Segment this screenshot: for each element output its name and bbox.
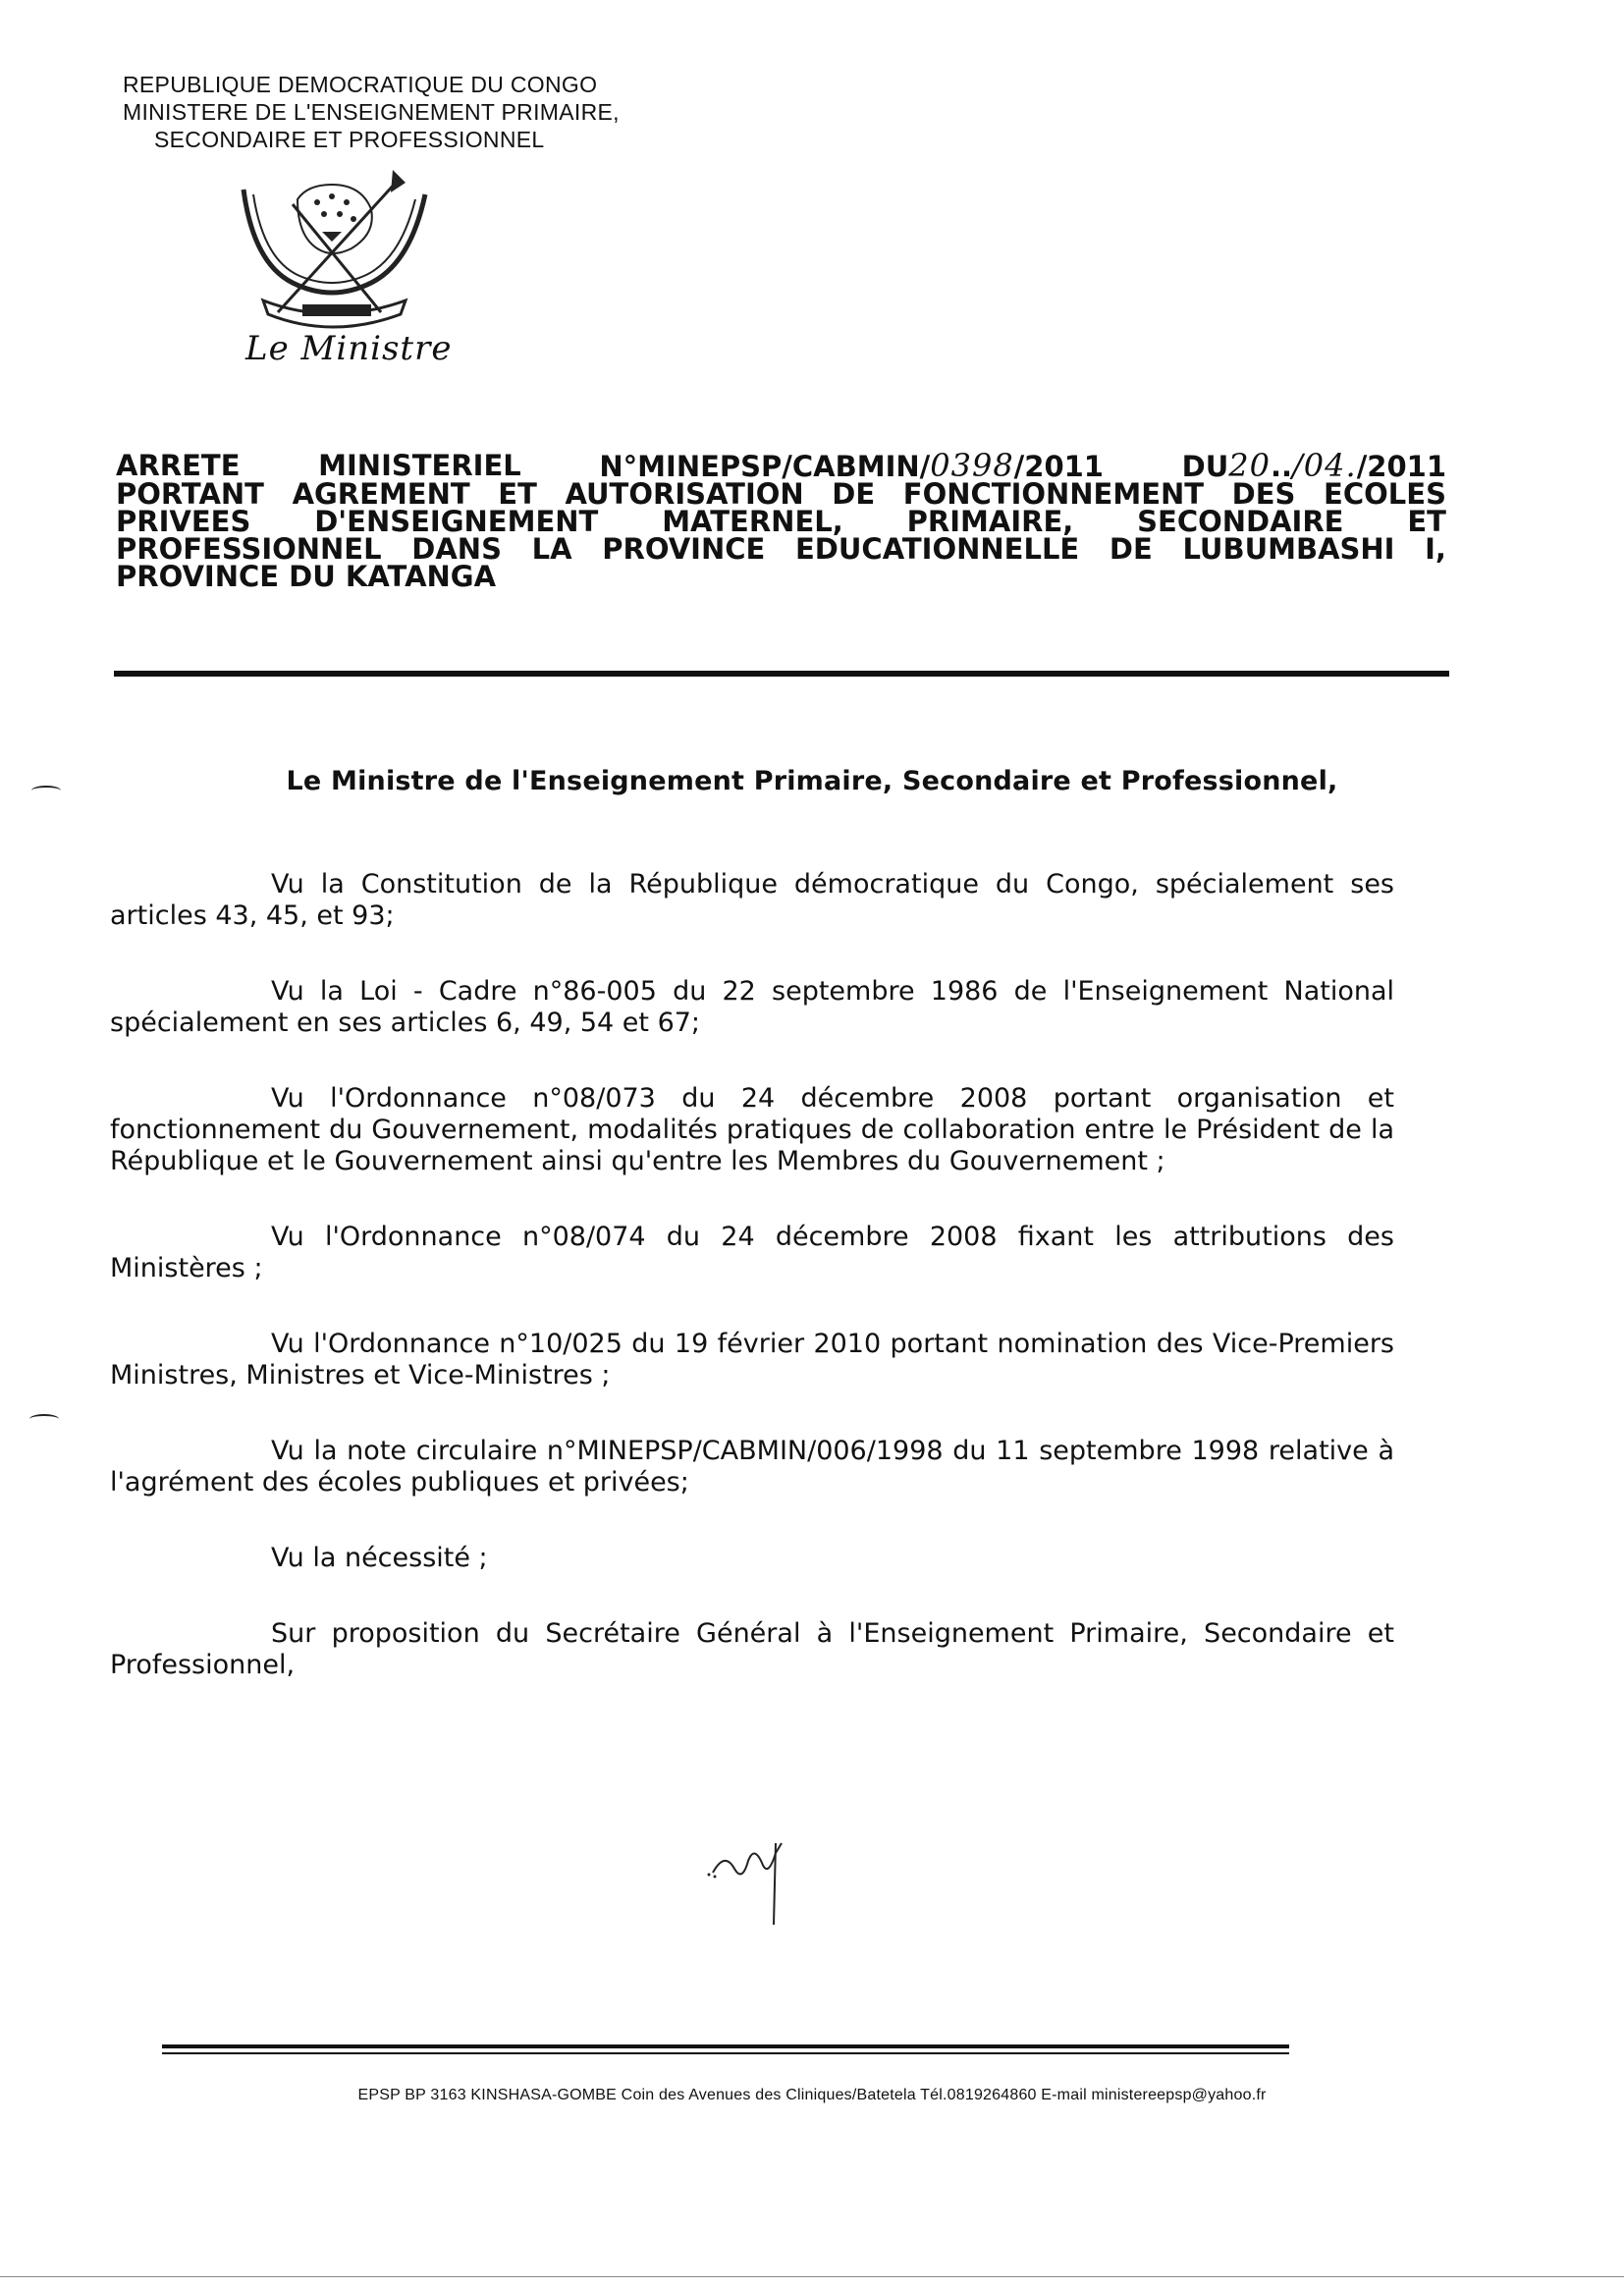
footer-rule xyxy=(162,2044,1289,2048)
preamble-body xyxy=(110,869,1394,1725)
letterhead-ministry: MINISTERE DE L'ENSEIGNEMENT PRIMAIRE, xyxy=(123,99,620,125)
decree-word: PROFESSIONNEL xyxy=(116,532,382,566)
decree-word: PROVINCE xyxy=(602,532,766,566)
coat-of-arms-emblem xyxy=(224,165,460,337)
letterhead-ministry-cont: SECONDAIRE ET PROFESSIONNEL xyxy=(154,127,545,152)
decree-word: MATERNEL, xyxy=(662,505,843,538)
decree-word: FONCTIONNEMENT xyxy=(902,477,1205,511)
decree-title-line-4 xyxy=(116,532,1446,566)
decree-word: SECONDAIRE xyxy=(1137,505,1344,538)
decree-word: PROVINCE DU KATANGA xyxy=(116,560,497,593)
preamble-paragraph: Vu la nécessité ; xyxy=(271,1543,488,1573)
decree-date-month: /04. xyxy=(1292,447,1357,484)
preamble-paragraph: Vu la Constitution de la République démocratique du Congo, spécialement ses articles 43, 45, et 93; xyxy=(110,869,1394,931)
decree-word: ECOLES xyxy=(1324,477,1446,511)
decree-date-prefix: DU xyxy=(1181,450,1229,483)
decree-word: MINISTERIEL xyxy=(318,449,521,482)
decree-word: EDUCATIONNELLE xyxy=(794,532,1080,566)
decree-word: ARRETE xyxy=(116,449,241,482)
handwritten-initials xyxy=(705,1831,793,1939)
preamble-paragraph: Vu l'Ordonnance n°08/074 du 24 décembre 2008 fixant les attributions des Ministères ; xyxy=(110,1222,1394,1283)
decree-title-line-2 xyxy=(116,477,1446,511)
decree-word: DE xyxy=(1109,532,1153,566)
letterhead xyxy=(123,71,751,153)
decree-reference-prefix: N°MINEPSP/CABMIN/ xyxy=(599,450,931,483)
decree-title xyxy=(116,447,1446,593)
decree-word: D'ENSEIGNEMENT xyxy=(314,505,599,538)
decree-reference-number: 0398 xyxy=(930,447,1014,484)
title-rule xyxy=(114,671,1449,677)
decree-date xyxy=(1181,447,1446,484)
decree-word: DE xyxy=(832,477,876,511)
decree-word: PRIMAIRE, xyxy=(906,505,1074,538)
decree-word: AUTORISATION xyxy=(565,477,804,511)
margin-mark xyxy=(31,786,61,795)
decree-word: I, xyxy=(1425,532,1446,566)
decree-word: DANS xyxy=(411,532,502,566)
decree-word: LUBUMBASHI xyxy=(1182,532,1395,566)
preamble-paragraph: Vu la Loi - Cadre n°86-005 du 22 septembre 1986 de l'Enseignement National spécialement en ses articles 6, 49, 54 et 67; xyxy=(110,976,1394,1038)
decree-title-line-3 xyxy=(116,505,1446,538)
footer-contact: EPSP BP 3163 KINSHASA-GOMBE Coin des Avenues des Cliniques/Batetela Tél.0819264860 E-mail ministereepsp@yahoo.fr xyxy=(357,2087,1267,2103)
scan-edge xyxy=(0,2276,1624,2277)
decree-word: PORTANT xyxy=(116,477,264,511)
margin-mark xyxy=(29,1414,59,1424)
preamble-paragraph: Vu l'Ordonnance n°08/073 du 24 décembre 2008 portant organisation et fonctionnement du Gouvernement, modalités pratiques de collaboration entre le Président de la République et le Gouvernement ainsi qu'entre les Membres du Gouvernement ; xyxy=(110,1083,1394,1176)
preamble-heading: Le Ministre de l'Enseignement Primaire, Secondaire et Professionnel, xyxy=(286,766,1338,796)
minister-title: Le Ministre xyxy=(245,329,453,368)
preamble-paragraph: Sur proposition du Secrétaire Général à l'Enseignement Primaire, Secondaire et Professionnel, xyxy=(110,1618,1394,1680)
decree-word: DES xyxy=(1231,477,1296,511)
decree-date-year: /2011 xyxy=(1356,450,1446,483)
decree-word: AGREMENT xyxy=(292,477,470,511)
decree-title-line-1 xyxy=(116,447,1446,484)
decree-date-separator: .. xyxy=(1270,450,1293,483)
decree-reference xyxy=(599,447,1104,484)
decree-title-line-5 xyxy=(116,560,1446,593)
preamble-paragraph: Vu la note circulaire n°MINEPSP/CABMIN/006/1998 du 11 septembre 1998 relative à l'agrément des écoles publiques et privées; xyxy=(110,1436,1394,1498)
decree-reference-year: /2011 xyxy=(1013,450,1104,483)
decree-date-day: 20 xyxy=(1228,447,1271,484)
decree-word: PRIVEES xyxy=(116,505,251,538)
decree-word: LA xyxy=(531,532,572,566)
decree-word: ET xyxy=(498,477,537,511)
letterhead-country: REPUBLIQUE DEMOCRATIQUE DU CONGO xyxy=(123,72,598,97)
decree-word: ET xyxy=(1407,505,1446,538)
footer-rule xyxy=(162,2052,1289,2054)
preamble-paragraph: Vu l'Ordonnance n°10/025 du 19 février 2010 portant nomination des Vice-Premiers Ministres, Ministres et Vice-Ministres ; xyxy=(110,1329,1394,1390)
